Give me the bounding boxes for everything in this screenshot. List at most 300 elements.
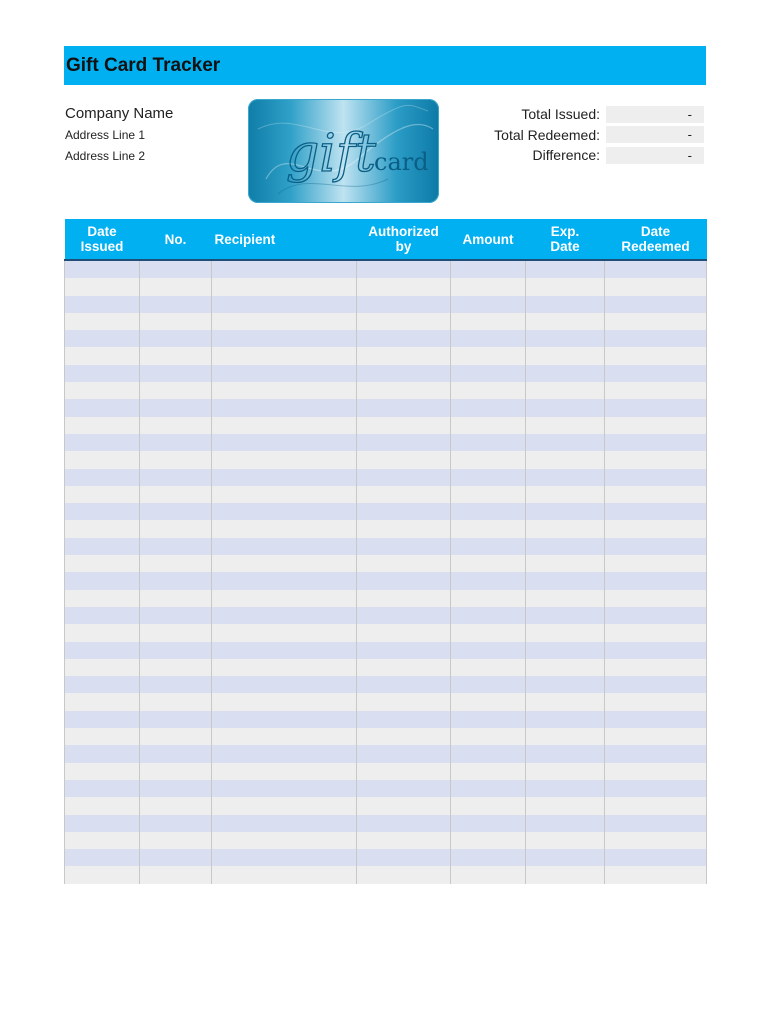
col-header-amount[interactable]: Amount — [451, 219, 526, 260]
cell-no[interactable] — [140, 832, 212, 849]
cell-date-issued[interactable] — [65, 451, 140, 468]
table-row — [65, 451, 707, 468]
col-header-recipient[interactable]: Recipient — [212, 219, 357, 260]
cell-recipient[interactable] — [212, 260, 357, 278]
cell-exp-date[interactable] — [526, 849, 605, 866]
cell-exp-date[interactable] — [526, 382, 605, 399]
col-header-authorized-by-line2: by — [395, 239, 412, 254]
cell-amount[interactable] — [451, 538, 526, 555]
cell-authorized-by[interactable] — [357, 313, 451, 330]
cell-recipient[interactable] — [212, 555, 357, 572]
cell-date-redeemed[interactable] — [605, 417, 707, 434]
cell-recipient[interactable] — [212, 624, 357, 641]
cell-date-redeemed[interactable] — [605, 451, 707, 468]
table-row — [65, 434, 707, 451]
table-row — [65, 365, 707, 382]
cell-date-issued[interactable] — [65, 780, 140, 797]
cell-amount[interactable] — [451, 590, 526, 607]
cell-date-redeemed[interactable] — [605, 313, 707, 330]
cell-date-redeemed[interactable] — [605, 676, 707, 693]
cell-recipient[interactable] — [212, 330, 357, 347]
cell-recipient[interactable] — [212, 365, 357, 382]
cell-no[interactable] — [140, 330, 212, 347]
cell-amount[interactable] — [451, 815, 526, 832]
cell-date-redeemed[interactable] — [605, 745, 707, 762]
cell-date-issued[interactable] — [65, 745, 140, 762]
table-row — [65, 382, 707, 399]
cell-authorized-by[interactable] — [357, 538, 451, 555]
cell-date-issued[interactable] — [65, 365, 140, 382]
cell-date-redeemed[interactable] — [605, 815, 707, 832]
cell-exp-date[interactable] — [526, 451, 605, 468]
cell-date-redeemed[interactable] — [605, 849, 707, 866]
cell-amount[interactable] — [451, 642, 526, 659]
cell-recipient[interactable] — [212, 399, 357, 416]
cell-amount[interactable] — [451, 260, 526, 278]
cell-amount[interactable] — [451, 832, 526, 849]
cell-date-issued[interactable] — [65, 572, 140, 589]
gift-card-logo — [248, 99, 439, 203]
cell-date-redeemed[interactable] — [605, 434, 707, 451]
cell-exp-date[interactable] — [526, 313, 605, 330]
logo-word-gift: gift — [286, 124, 377, 184]
cell-authorized-by[interactable] — [357, 624, 451, 641]
cell-no[interactable] — [140, 520, 212, 537]
company-name[interactable]: Company Name — [65, 105, 174, 122]
cell-amount[interactable] — [451, 659, 526, 676]
cell-amount[interactable] — [451, 520, 526, 537]
cell-exp-date[interactable] — [526, 347, 605, 364]
cell-no[interactable] — [140, 866, 212, 883]
cell-date-issued[interactable] — [65, 278, 140, 295]
cell-amount[interactable] — [451, 728, 526, 745]
page-title: Gift Card Tracker — [66, 54, 221, 76]
cell-authorized-by[interactable] — [357, 469, 451, 486]
cell-no[interactable] — [140, 797, 212, 814]
cell-authorized-by[interactable] — [357, 382, 451, 399]
cell-amount[interactable] — [451, 451, 526, 468]
cell-recipient[interactable] — [212, 451, 357, 468]
cell-no[interactable] — [140, 763, 212, 780]
cell-amount[interactable] — [451, 434, 526, 451]
cell-date-redeemed[interactable] — [605, 728, 707, 745]
cell-date-issued[interactable] — [65, 849, 140, 866]
cell-date-issued[interactable] — [65, 555, 140, 572]
cell-no[interactable] — [140, 555, 212, 572]
col-header-date-redeemed-line1: Date — [640, 224, 671, 239]
cell-amount[interactable] — [451, 676, 526, 693]
cell-date-redeemed[interactable] — [605, 590, 707, 607]
cell-no[interactable] — [140, 590, 212, 607]
cell-date-issued[interactable] — [65, 642, 140, 659]
cell-amount[interactable] — [451, 555, 526, 572]
cell-recipient[interactable] — [212, 832, 357, 849]
table-row — [65, 866, 707, 883]
cell-recipient[interactable] — [212, 866, 357, 883]
cell-authorized-by[interactable] — [357, 849, 451, 866]
cell-recipient[interactable] — [212, 693, 357, 710]
cell-date-issued[interactable] — [65, 434, 140, 451]
cell-no[interactable] — [140, 382, 212, 399]
cell-authorized-by[interactable] — [357, 503, 451, 520]
cell-amount[interactable] — [451, 313, 526, 330]
cell-authorized-by[interactable] — [357, 728, 451, 745]
cell-date-issued[interactable] — [65, 624, 140, 641]
cell-amount[interactable] — [451, 797, 526, 814]
cell-exp-date[interactable] — [526, 278, 605, 295]
cell-date-redeemed[interactable] — [605, 469, 707, 486]
cell-recipient[interactable] — [212, 607, 357, 624]
cell-date-redeemed[interactable] — [605, 347, 707, 364]
col-header-date-issued-line1: Date — [87, 224, 117, 239]
cell-authorized-by[interactable] — [357, 832, 451, 849]
difference-label: Difference: — [532, 147, 600, 164]
cell-authorized-by[interactable] — [357, 745, 451, 762]
cell-recipient[interactable] — [212, 503, 357, 520]
cell-exp-date[interactable] — [526, 538, 605, 555]
table-row — [65, 642, 707, 659]
cell-date-redeemed[interactable] — [605, 520, 707, 537]
cell-authorized-by[interactable] — [357, 607, 451, 624]
cell-authorized-by[interactable] — [357, 486, 451, 503]
cell-amount[interactable] — [451, 486, 526, 503]
cell-exp-date[interactable] — [526, 434, 605, 451]
cell-date-redeemed[interactable] — [605, 486, 707, 503]
cell-amount[interactable] — [451, 296, 526, 313]
cell-date-redeemed[interactable] — [605, 555, 707, 572]
cell-authorized-by[interactable] — [357, 693, 451, 710]
cell-exp-date[interactable] — [526, 330, 605, 347]
col-header-authorized-by[interactable] — [357, 219, 451, 260]
cell-authorized-by[interactable] — [357, 278, 451, 295]
table-row — [65, 711, 707, 728]
cell-no[interactable] — [140, 347, 212, 364]
cell-exp-date[interactable] — [526, 832, 605, 849]
col-header-no[interactable]: No. — [140, 219, 212, 260]
cell-amount[interactable] — [451, 330, 526, 347]
col-header-exp-date-line2: Date — [550, 239, 580, 254]
total-issued-label: Total Issued: — [521, 106, 600, 123]
address-line-2[interactable]: Address Line 2 — [65, 149, 146, 163]
cell-amount[interactable] — [451, 624, 526, 641]
cell-amount[interactable] — [451, 347, 526, 364]
cell-date-redeemed[interactable] — [605, 399, 707, 416]
cell-amount[interactable] — [451, 382, 526, 399]
cell-date-redeemed[interactable] — [605, 642, 707, 659]
cell-exp-date[interactable] — [526, 555, 605, 572]
cell-exp-date[interactable] — [526, 745, 605, 762]
gift-card-logo-graphic — [248, 99, 439, 203]
cell-exp-date[interactable] — [526, 260, 605, 278]
total-redeemed-row — [440, 125, 706, 146]
cell-authorized-by[interactable] — [357, 763, 451, 780]
cell-date-redeemed[interactable] — [605, 797, 707, 814]
cell-date-issued[interactable] — [65, 763, 140, 780]
table-row — [65, 728, 707, 745]
cell-date-issued[interactable] — [65, 347, 140, 364]
cell-date-redeemed[interactable] — [605, 711, 707, 728]
cell-recipient[interactable] — [212, 434, 357, 451]
cell-date-issued[interactable] — [65, 260, 140, 278]
cell-no[interactable] — [140, 538, 212, 555]
cell-exp-date[interactable] — [526, 572, 605, 589]
cell-date-redeemed[interactable] — [605, 330, 707, 347]
cell-no[interactable] — [140, 503, 212, 520]
cell-date-issued[interactable] — [65, 815, 140, 832]
cell-date-redeemed[interactable] — [605, 763, 707, 780]
cell-exp-date[interactable] — [526, 797, 605, 814]
cell-no[interactable] — [140, 572, 212, 589]
cell-recipient[interactable] — [212, 728, 357, 745]
cell-recipient[interactable] — [212, 711, 357, 728]
cell-exp-date[interactable] — [526, 296, 605, 313]
cell-date-issued[interactable] — [65, 399, 140, 416]
cell-exp-date[interactable] — [526, 676, 605, 693]
cell-no[interactable] — [140, 486, 212, 503]
cell-date-issued[interactable] — [65, 503, 140, 520]
cell-authorized-by[interactable] — [357, 711, 451, 728]
cell-no[interactable] — [140, 399, 212, 416]
cell-exp-date[interactable] — [526, 866, 605, 883]
cell-amount[interactable] — [451, 711, 526, 728]
cell-authorized-by[interactable] — [357, 866, 451, 883]
cell-authorized-by[interactable] — [357, 399, 451, 416]
cell-date-issued[interactable] — [65, 486, 140, 503]
address-line-1[interactable]: Address Line 1 — [65, 128, 146, 142]
cell-recipient[interactable] — [212, 486, 357, 503]
cell-date-issued[interactable] — [65, 832, 140, 849]
cell-amount[interactable] — [451, 866, 526, 883]
col-header-date-issued[interactable] — [65, 219, 140, 260]
cell-authorized-by[interactable] — [357, 434, 451, 451]
cell-amount[interactable] — [451, 278, 526, 295]
table-row — [65, 503, 707, 520]
cell-date-issued[interactable] — [65, 797, 140, 814]
cell-date-issued[interactable] — [65, 676, 140, 693]
cell-date-issued[interactable] — [65, 538, 140, 555]
cell-no[interactable] — [140, 693, 212, 710]
cell-no[interactable] — [140, 417, 212, 434]
table-row — [65, 815, 707, 832]
cell-no[interactable] — [140, 296, 212, 313]
cell-authorized-by[interactable] — [357, 417, 451, 434]
cell-recipient[interactable] — [212, 590, 357, 607]
cell-exp-date[interactable] — [526, 365, 605, 382]
cell-date-redeemed[interactable] — [605, 538, 707, 555]
table-row — [65, 607, 707, 624]
cell-recipient[interactable] — [212, 538, 357, 555]
cell-authorized-by[interactable] — [357, 330, 451, 347]
cell-date-issued[interactable] — [65, 520, 140, 537]
cell-exp-date[interactable] — [526, 417, 605, 434]
cell-no[interactable] — [140, 434, 212, 451]
cell-amount[interactable] — [451, 763, 526, 780]
cell-exp-date[interactable] — [526, 642, 605, 659]
cell-no[interactable] — [140, 365, 212, 382]
cell-date-issued[interactable] — [65, 313, 140, 330]
cell-date-redeemed[interactable] — [605, 624, 707, 641]
cell-authorized-by[interactable] — [357, 676, 451, 693]
cell-recipient[interactable] — [212, 797, 357, 814]
cell-date-redeemed[interactable] — [605, 572, 707, 589]
cell-amount[interactable] — [451, 607, 526, 624]
cell-exp-date[interactable] — [526, 728, 605, 745]
cell-date-redeemed[interactable] — [605, 365, 707, 382]
total-redeemed-value[interactable]: - — [606, 126, 704, 143]
cell-no[interactable] — [140, 728, 212, 745]
cell-date-redeemed[interactable] — [605, 382, 707, 399]
cell-date-redeemed[interactable] — [605, 296, 707, 313]
cell-recipient[interactable] — [212, 278, 357, 295]
cell-date-issued[interactable] — [65, 693, 140, 710]
table-row — [65, 659, 707, 676]
table-row — [65, 693, 707, 710]
table-row — [65, 797, 707, 814]
cell-authorized-by[interactable] — [357, 260, 451, 278]
cell-date-issued[interactable] — [65, 607, 140, 624]
cell-exp-date[interactable] — [526, 399, 605, 416]
table-row — [65, 763, 707, 780]
cell-date-issued[interactable] — [65, 728, 140, 745]
cell-date-issued[interactable] — [65, 382, 140, 399]
cell-recipient[interactable] — [212, 382, 357, 399]
cell-date-redeemed[interactable] — [605, 260, 707, 278]
cell-no[interactable] — [140, 313, 212, 330]
cell-recipient[interactable] — [212, 572, 357, 589]
cell-date-redeemed[interactable] — [605, 278, 707, 295]
cell-recipient[interactable] — [212, 296, 357, 313]
cell-date-issued[interactable] — [65, 469, 140, 486]
cell-exp-date[interactable] — [526, 607, 605, 624]
cell-date-issued[interactable] — [65, 296, 140, 313]
cell-date-issued[interactable] — [65, 711, 140, 728]
cell-exp-date[interactable] — [526, 780, 605, 797]
cell-amount[interactable] — [451, 365, 526, 382]
table-row — [65, 469, 707, 486]
cell-recipient[interactable] — [212, 347, 357, 364]
cell-authorized-by[interactable] — [357, 659, 451, 676]
cell-recipient[interactable] — [212, 745, 357, 762]
cell-no[interactable] — [140, 676, 212, 693]
cell-amount[interactable] — [451, 849, 526, 866]
cell-exp-date[interactable] — [526, 815, 605, 832]
cell-date-issued[interactable] — [65, 330, 140, 347]
cell-recipient[interactable] — [212, 642, 357, 659]
cell-amount[interactable] — [451, 780, 526, 797]
cell-recipient[interactable] — [212, 520, 357, 537]
cell-date-issued[interactable] — [65, 659, 140, 676]
cell-amount[interactable] — [451, 469, 526, 486]
difference-value[interactable]: - — [606, 147, 704, 164]
cell-recipient[interactable] — [212, 313, 357, 330]
cell-recipient[interactable] — [212, 659, 357, 676]
cell-authorized-by[interactable] — [357, 296, 451, 313]
cell-amount[interactable] — [451, 503, 526, 520]
cell-no[interactable] — [140, 260, 212, 278]
cell-no[interactable] — [140, 451, 212, 468]
table-row — [65, 278, 707, 295]
cell-authorized-by[interactable] — [357, 590, 451, 607]
cell-authorized-by[interactable] — [357, 572, 451, 589]
cell-no[interactable] — [140, 624, 212, 641]
cell-authorized-by[interactable] — [357, 555, 451, 572]
cell-date-redeemed[interactable] — [605, 693, 707, 710]
cell-authorized-by[interactable] — [357, 365, 451, 382]
cell-date-redeemed[interactable] — [605, 780, 707, 797]
cell-no[interactable] — [140, 469, 212, 486]
cell-authorized-by[interactable] — [357, 797, 451, 814]
cell-exp-date[interactable] — [526, 590, 605, 607]
col-header-date-redeemed[interactable] — [605, 219, 707, 260]
table-row — [65, 538, 707, 555]
table-row — [65, 313, 707, 330]
cell-exp-date[interactable] — [526, 469, 605, 486]
cell-date-redeemed[interactable] — [605, 832, 707, 849]
cell-authorized-by[interactable] — [357, 520, 451, 537]
cell-no[interactable] — [140, 278, 212, 295]
cell-authorized-by[interactable] — [357, 451, 451, 468]
cell-recipient[interactable] — [212, 417, 357, 434]
cell-exp-date[interactable] — [526, 693, 605, 710]
cell-recipient[interactable] — [212, 763, 357, 780]
cell-no[interactable] — [140, 607, 212, 624]
cell-exp-date[interactable] — [526, 503, 605, 520]
cell-authorized-by[interactable] — [357, 780, 451, 797]
cell-no[interactable] — [140, 745, 212, 762]
cell-date-issued[interactable] — [65, 866, 140, 883]
cell-amount[interactable] — [451, 745, 526, 762]
cell-authorized-by[interactable] — [357, 642, 451, 659]
table-row — [65, 330, 707, 347]
cell-recipient[interactable] — [212, 780, 357, 797]
cell-date-redeemed[interactable] — [605, 607, 707, 624]
cell-date-redeemed[interactable] — [605, 659, 707, 676]
table-row — [65, 780, 707, 797]
col-header-exp-date[interactable] — [526, 219, 605, 260]
cell-date-redeemed[interactable] — [605, 503, 707, 520]
table-row — [65, 832, 707, 849]
table-row — [65, 260, 707, 278]
cell-exp-date[interactable] — [526, 624, 605, 641]
total-issued-value[interactable]: - — [606, 106, 704, 123]
cell-authorized-by[interactable] — [357, 815, 451, 832]
cell-recipient[interactable] — [212, 849, 357, 866]
cell-recipient[interactable] — [212, 676, 357, 693]
cell-exp-date[interactable] — [526, 520, 605, 537]
cell-exp-date[interactable] — [526, 659, 605, 676]
cell-amount[interactable] — [451, 399, 526, 416]
cell-amount[interactable] — [451, 693, 526, 710]
cell-no[interactable] — [140, 815, 212, 832]
title-bar — [64, 46, 706, 85]
cell-no[interactable] — [140, 659, 212, 676]
cell-amount[interactable] — [451, 572, 526, 589]
cell-no[interactable] — [140, 780, 212, 797]
cell-date-issued[interactable] — [65, 417, 140, 434]
cell-date-issued[interactable] — [65, 590, 140, 607]
cell-exp-date[interactable] — [526, 763, 605, 780]
cell-no[interactable] — [140, 642, 212, 659]
cell-recipient[interactable] — [212, 815, 357, 832]
cell-authorized-by[interactable] — [357, 347, 451, 364]
cell-recipient[interactable] — [212, 469, 357, 486]
cell-amount[interactable] — [451, 417, 526, 434]
cell-exp-date[interactable] — [526, 711, 605, 728]
cell-no[interactable] — [140, 849, 212, 866]
cell-exp-date[interactable] — [526, 486, 605, 503]
cell-no[interactable] — [140, 711, 212, 728]
cell-date-redeemed[interactable] — [605, 866, 707, 883]
